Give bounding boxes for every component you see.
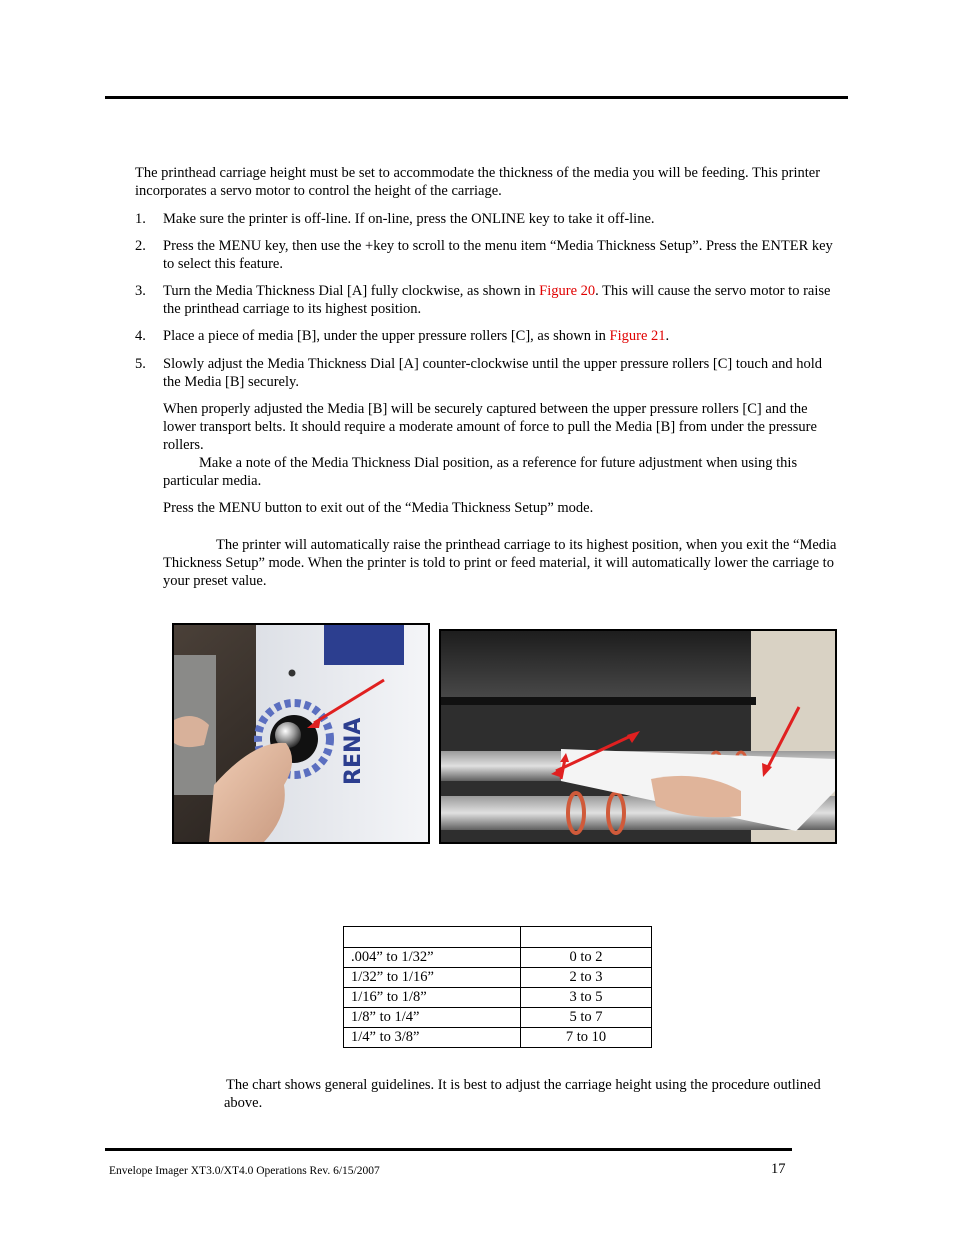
table-cell: 5 to 7 bbox=[521, 1008, 652, 1028]
table-header-cell bbox=[344, 927, 521, 948]
dial-photo-graphic bbox=[174, 625, 428, 842]
table-cell: 3 to 5 bbox=[521, 988, 652, 1008]
table-note: The chart shows general guidelines. It is best to adjust the carriage height using the procedure outlined above. bbox=[224, 1077, 821, 1111]
rollers-photo-graphic bbox=[441, 631, 835, 842]
step-number: 4. bbox=[135, 328, 146, 344]
figure-20-photo bbox=[172, 623, 430, 844]
table-cell: 7 to 10 bbox=[521, 1028, 652, 1048]
step-text-part: . This will cause the servo motor to raise the printhead carriage to its highest position. bbox=[163, 283, 831, 317]
table-header-cell bbox=[521, 927, 652, 948]
step-text: Make sure the printer is off-line. If on-line, press the ONLINE key to take it off-line. bbox=[163, 211, 655, 227]
table-cell: 1/16” to 1/8” bbox=[344, 988, 521, 1008]
table-header-row bbox=[344, 927, 652, 948]
step-text bbox=[163, 327, 843, 345]
table-cell: 1/4” to 3/8” bbox=[344, 1028, 521, 1048]
step-text: Press the MENU key, then use the +key to scroll to the menu item “Media Thickness Setup”. Press the ENTER key to select this feature. bbox=[163, 238, 833, 272]
step-text bbox=[163, 282, 843, 318]
intro-paragraph: The printhead carriage height must be set to accommodate the thickness of the media you will be feeding. This printer incorporates a servo motor to control the height of the carriage. bbox=[135, 165, 821, 199]
table-cell: .004” to 1/32” bbox=[344, 948, 521, 968]
table-row bbox=[344, 968, 652, 988]
figure-21-photo bbox=[439, 629, 837, 844]
table-cell: 1/8” to 1/4” bbox=[344, 1008, 521, 1028]
step-number: 2. bbox=[135, 238, 146, 254]
table-cell: 0 to 2 bbox=[521, 948, 652, 968]
adjust-paragraph: When properly adjusted the Media [B] will be securely captured between the upper pressure rollers [C] and the lower transport belts. It should require a moderate amount of force to pull the Media [B] from under the pressure rollers. bbox=[163, 401, 817, 453]
thickness-guide-table bbox=[343, 926, 652, 1048]
step-number: 3. bbox=[135, 283, 146, 299]
exit-paragraph: Press the MENU button to exit out of the “Media Thickness Setup” mode. bbox=[163, 500, 594, 516]
table-row bbox=[344, 1008, 652, 1028]
svg-text:RENA: RENA bbox=[341, 717, 366, 785]
step-text-part: Turn the Media Thickness Dial [A] fully clockwise, as shown in bbox=[163, 283, 540, 299]
table-cell: 1/32” to 1/16” bbox=[344, 968, 521, 988]
footer-title: Envelope Imager XT3.0/XT4.0 Operations Rev. 6/15/2007 bbox=[109, 1165, 380, 1177]
footer-rule bbox=[105, 1148, 792, 1151]
step-text-part: Place a piece of media [B], under the upper pressure rollers [C], as shown in bbox=[163, 328, 610, 344]
figure-20-link[interactable]: Figure 20 bbox=[539, 283, 596, 299]
header-rule bbox=[105, 96, 848, 99]
page-number: 17 bbox=[771, 1161, 786, 1177]
table-row bbox=[344, 1028, 652, 1048]
figure-21-link[interactable]: Figure 21 bbox=[609, 328, 666, 344]
note-position-paragraph: Make a note of the Media Thickness Dial position, as a reference for future adjustment when using this particular media. bbox=[163, 455, 798, 489]
step-text-part: . bbox=[665, 328, 670, 344]
note-paragraph: The printer will automatically raise the printhead carriage to its highest position, when you exit the “Media Thickness Setup” mode. When the printer is told to print or feed material, it will automatically lower the carriage to your preset value. bbox=[163, 537, 837, 589]
table-cell: 2 to 3 bbox=[521, 968, 652, 988]
table-row bbox=[344, 948, 652, 968]
step-text: Slowly adjust the Media Thickness Dial [A] counter-clockwise until the upper pressure rollers [C] touch and hold the Media [B] securely. bbox=[163, 356, 823, 390]
step-number: 1. bbox=[135, 211, 146, 227]
table-row bbox=[344, 988, 652, 1008]
step-number: 5. bbox=[135, 356, 146, 372]
